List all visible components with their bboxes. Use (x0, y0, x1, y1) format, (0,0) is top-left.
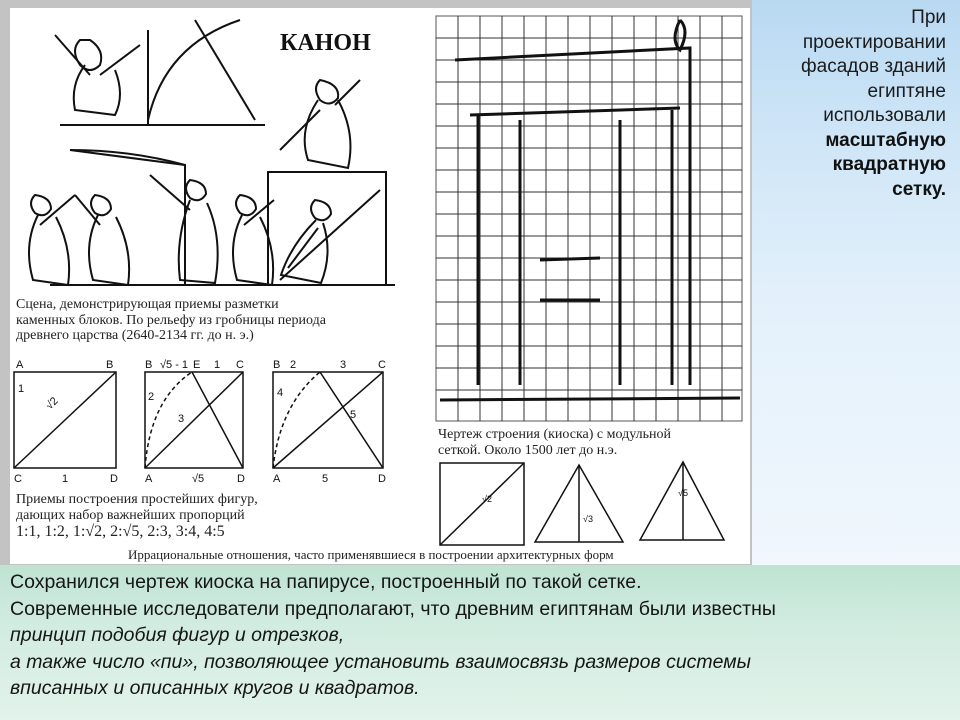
square3-corner-br: D (378, 473, 386, 485)
canon-title: КАНОН (280, 30, 371, 56)
triangle-label-2: √3 (583, 514, 593, 524)
right-text-line: использовали (823, 105, 946, 126)
triangle-label-1: √2 (482, 494, 492, 504)
scene-caption (16, 297, 416, 344)
square3-side: 4 (277, 387, 284, 399)
right-text-line: проектировании (802, 31, 946, 53)
square2-bottom: √5 (192, 473, 205, 485)
bottom-text (10, 569, 955, 702)
square1-corner-bl: C (14, 473, 22, 485)
right-text-panel (752, 0, 960, 565)
bottom-text-italic-line: вписанных и описанных кругов и квадратов. (10, 677, 420, 699)
proportions-caption-line: Приемы построения простейших фигур, (16, 492, 258, 507)
bottom-text-italic-line: а также число «пи», позволяющее установить взаимосвязь размеров системы (10, 650, 752, 673)
square2-diag: 3 (178, 413, 185, 425)
bottom-text-line: Современные исследователи предполагают, что древним египтянам были известны (10, 597, 776, 620)
square3-top-left-num: 2 (290, 359, 297, 371)
square3-top-right-num: 3 (340, 359, 347, 371)
kiosk-caption-line: сеткой. Около 1500 лет до н.э. (438, 442, 618, 458)
square2-top-mid: √5 - 1 (160, 359, 189, 371)
proportions-list: 1:1, 1:2, 1:√2, 2:√5, 2:3, 3:4, 4:5 (16, 523, 225, 540)
square1-corner-tl: A (16, 359, 24, 371)
square3-corner-tr: C (378, 359, 386, 371)
kiosk-caption-line: Чертеж строения (киоска) с модульной (438, 427, 671, 442)
square2-corner-tl: B (145, 359, 153, 371)
right-text-line: египтяне (867, 80, 946, 102)
square1-corner-tr: B (106, 359, 114, 371)
square1-diag: √2 (43, 395, 61, 413)
triangle-label-3: √5 (678, 488, 688, 498)
square3-diag: 5 (350, 409, 357, 421)
right-text-line: При (911, 7, 946, 28)
right-text-bold-line: сетку. (892, 178, 946, 200)
irrational-caption: Иррациональные отношения, часто применявшиеся в построении архитектурных форм (128, 547, 614, 562)
right-text (756, 6, 946, 202)
square2-corner-bl: A (145, 473, 153, 485)
bottom-text-italic-line: принцип подобия фигур и отрезков, (10, 624, 345, 646)
square3-corner-bl: A (273, 473, 281, 485)
square2-corner-br: D (237, 473, 245, 485)
kiosk-caption (438, 427, 748, 458)
square2-side: 2 (148, 391, 155, 403)
proportions-caption-line: дающих набор важнейших пропорций (16, 507, 245, 523)
square1-corner-br: D (110, 473, 118, 485)
square2-top-right-num: 1 (214, 359, 221, 371)
right-text-bold-line: масштабную (825, 129, 946, 151)
bottom-text-panel (0, 565, 960, 720)
square1-bottom: 1 (62, 473, 69, 485)
square1-side: 1 (18, 383, 25, 395)
right-text-line: фасадов зданий (801, 56, 946, 77)
proportions-caption (16, 492, 396, 523)
scene-caption-line: Сцена, демонстрирующая приемы разметки (16, 297, 279, 312)
scene-caption-line: древнего царства (2640-2134 гг. до н. э.) (16, 328, 254, 344)
square3-corner-tl: B (273, 359, 281, 371)
scene-caption-line: каменных блоков. По рельефу из гробницы периода (16, 312, 326, 328)
bottom-text-line: Сохранился чертеж киоска на папирусе, построенный по такой сетке. (10, 571, 642, 593)
square3-bottom: 5 (322, 473, 329, 485)
square2-corner-e: E (193, 359, 201, 371)
square2-corner-tr: C (236, 359, 244, 371)
right-text-bold-line: квадратную (832, 154, 946, 175)
